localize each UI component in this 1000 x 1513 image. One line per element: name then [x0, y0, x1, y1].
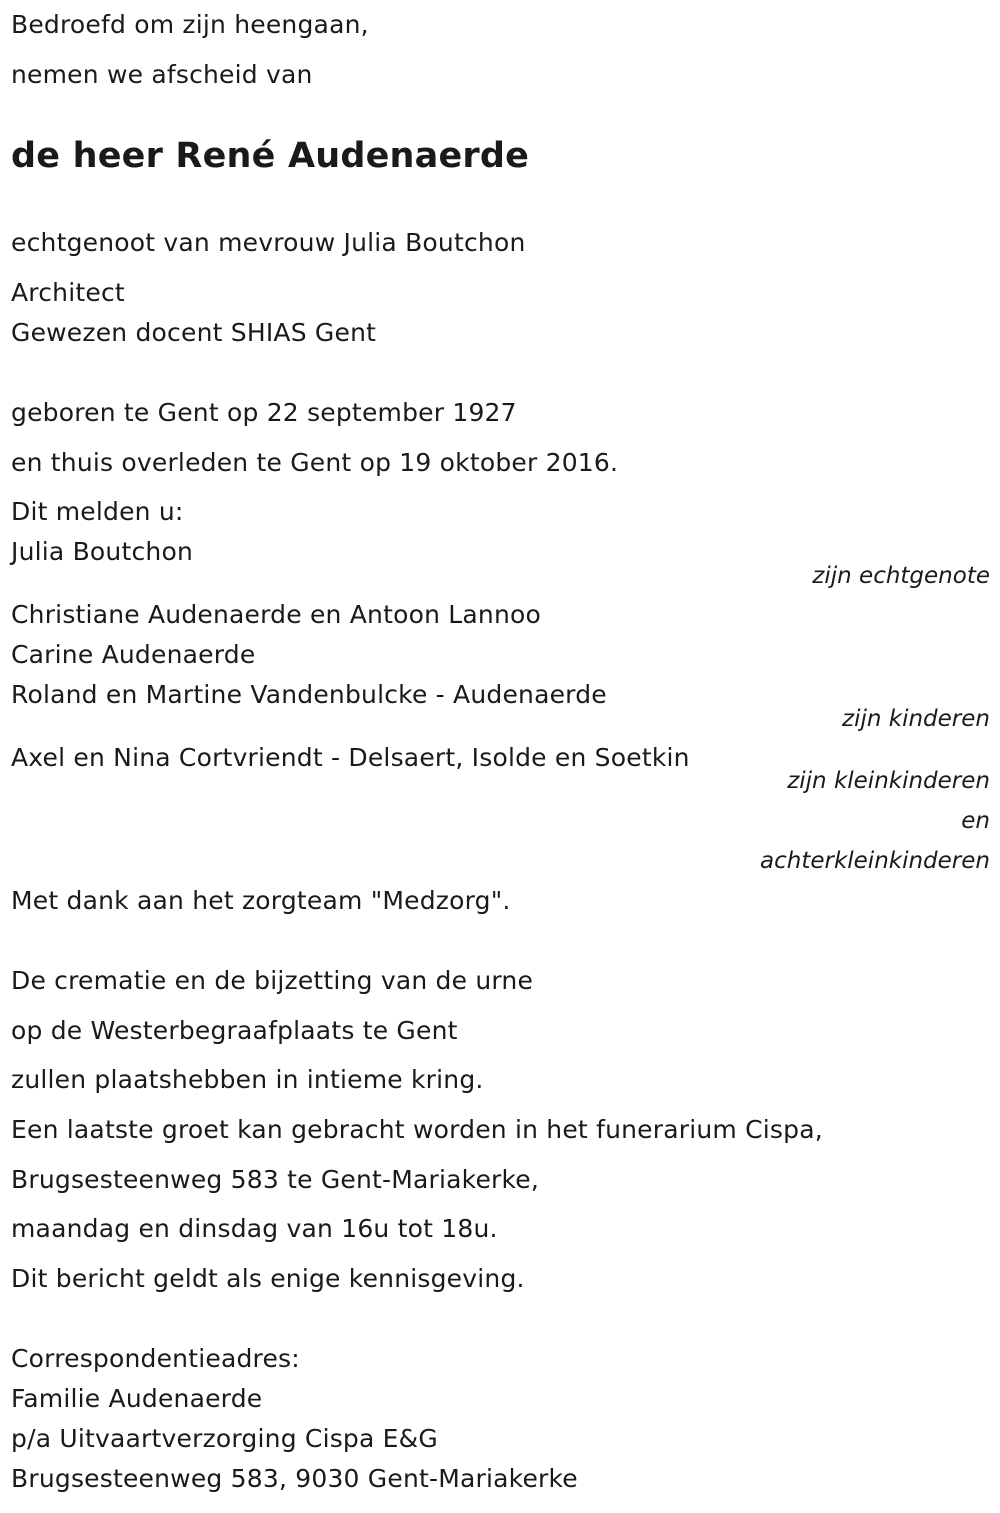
child-line: Christiane Audenaerde en Antoon Lannoo — [11, 600, 541, 629]
profession-line-1: Architect — [11, 278, 125, 307]
ceremony-line: op de Westerbegraafplaats te Gent — [11, 1016, 458, 1045]
spouse-line: echtgenoot van mevrouw Julia Boutchon — [11, 228, 526, 257]
ceremony-line: zullen plaatshebben in intieme kring. — [11, 1065, 484, 1094]
correspondence-line: p/a Uitvaartverzorging Cispa E&G — [11, 1424, 438, 1453]
intro-line-1: Bedroefd om zijn heengaan, — [11, 10, 369, 39]
thanks-line: Met dank aan het zorgteam "Medzorg". — [11, 886, 511, 915]
spouse-role: zijn echtgenote — [812, 563, 990, 589]
correspondence-heading: Correspondentieadres: — [11, 1344, 300, 1373]
grandchildren-role-3: achterkleinkinderen — [760, 848, 990, 874]
ceremony-line: De crematie en de bijzetting van de urne — [11, 966, 534, 995]
child-line: Roland en Martine Vandenbulcke - Audenaerde — [11, 680, 607, 709]
grandchildren-line: Axel en Nina Cortvriendt - Delsaert, Isolde en Soetkin — [11, 743, 690, 772]
profession-line-2: Gewezen docent SHIAS Gent — [11, 318, 377, 347]
ceremony-line: Een laatste groet kan gebracht worden in het funerarium Cispa, — [11, 1115, 823, 1144]
ceremony-line: Brugsesteenweg 583 te Gent-Mariakerke, — [11, 1165, 540, 1194]
ceremony-line: Dit bericht geldt als enige kennisgeving. — [11, 1264, 525, 1293]
intro-line-2: nemen we afscheid van — [11, 60, 313, 89]
death-line: en thuis overleden te Gent op 19 oktober 2016. — [11, 448, 619, 477]
announce-spouse: Julia Boutchon — [11, 537, 193, 566]
grandchildren-role-1: zijn kleinkinderen — [787, 768, 990, 794]
grandchildren-role-2: en — [961, 808, 990, 834]
announce-heading: Dit melden u: — [11, 497, 184, 526]
child-line: Carine Audenaerde — [11, 640, 256, 669]
correspondence-line: Brugsesteenweg 583, 9030 Gent-Mariakerke — [11, 1464, 578, 1493]
birth-line: geboren te Gent op 22 september 1927 — [11, 398, 517, 427]
deceased-name: de heer René Audenaerde — [11, 136, 530, 176]
correspondence-line: Familie Audenaerde — [11, 1384, 263, 1413]
children-role: zijn kinderen — [842, 706, 990, 732]
ceremony-line: maandag en dinsdag van 16u tot 18u. — [11, 1214, 498, 1243]
